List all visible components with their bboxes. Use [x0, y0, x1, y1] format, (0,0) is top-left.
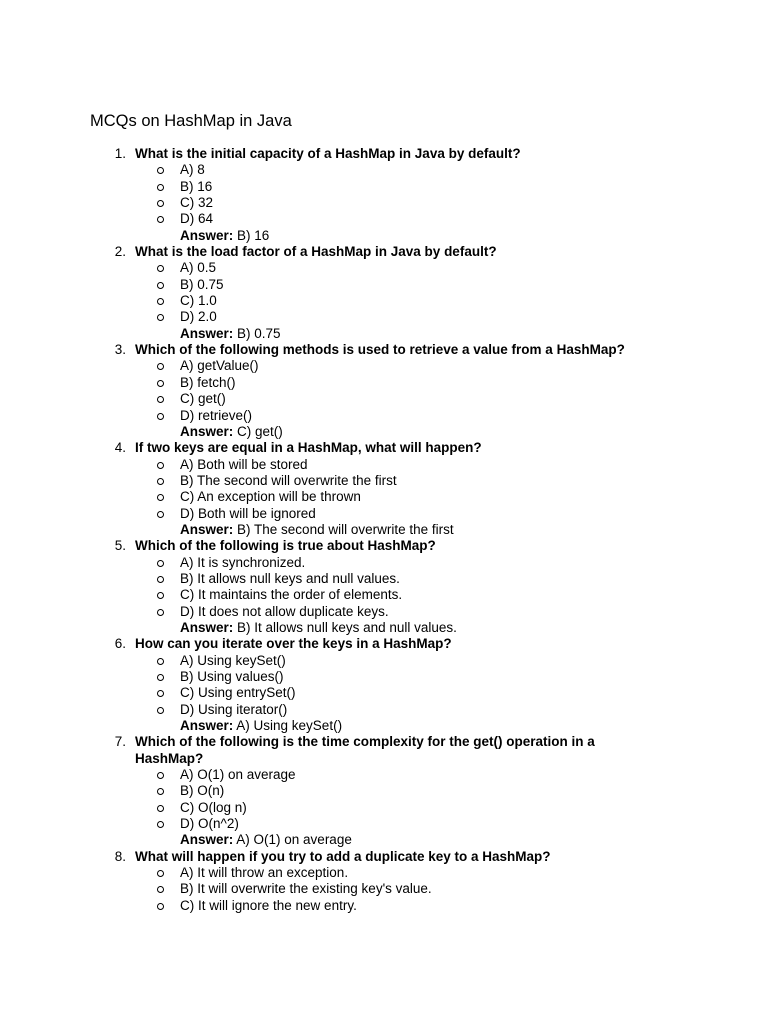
question-text: Which of the following is the time complexity for the get() operation in a HashMap? [135, 734, 595, 766]
hollow-circle-bullet-icon [157, 560, 164, 567]
option-text: D) 2.0 [180, 309, 217, 325]
answer-label: Answer: [180, 423, 234, 439]
option-text: A) getValue() [180, 358, 259, 374]
option-item [0, 162, 768, 178]
answer-label: Answer: [180, 832, 234, 848]
hollow-circle-bullet-icon [157, 396, 164, 403]
question-item [0, 146, 768, 244]
option-text: B) 0.75 [180, 276, 224, 292]
hollow-circle-bullet-icon [157, 298, 164, 305]
option-item [0, 309, 768, 325]
hollow-circle-bullet-icon [157, 788, 164, 795]
question-text: Which of the following is true about HashMap? [135, 538, 436, 554]
hollow-circle-bullet-icon [157, 903, 164, 910]
question-list [0, 146, 768, 914]
question-text: How can you iterate over the keys in a HashMap? [135, 636, 452, 652]
option-text: C) It will ignore the new entry. [180, 897, 357, 913]
option-text: B) The second will overwrite the first [180, 472, 397, 488]
question-number: 7. [114, 734, 126, 750]
hollow-circle-bullet-icon [157, 511, 164, 518]
hollow-circle-bullet-icon [157, 282, 164, 289]
hollow-circle-bullet-icon [157, 184, 164, 191]
option-text: C) An exception will be thrown [180, 489, 361, 505]
question-number: 6. [114, 636, 126, 652]
option-item [0, 604, 768, 620]
option-list [0, 555, 768, 620]
option-list [0, 653, 768, 718]
hollow-circle-bullet-icon [157, 886, 164, 893]
option-item [0, 685, 768, 701]
option-item [0, 358, 768, 374]
hollow-circle-bullet-icon [157, 413, 164, 420]
option-text: D) 64 [180, 211, 214, 227]
option-item [0, 898, 768, 914]
option-item [0, 571, 768, 587]
hollow-circle-bullet-icon [157, 690, 164, 697]
question-number: 5. [114, 538, 126, 554]
answer-label: Answer: [180, 325, 234, 341]
hollow-circle-bullet-icon [157, 380, 164, 387]
question-item [0, 342, 768, 440]
option-item [0, 408, 768, 424]
hollow-circle-bullet-icon [157, 363, 164, 370]
option-text: C) Using entrySet() [180, 685, 296, 701]
answer-line [180, 522, 768, 538]
option-item [0, 587, 768, 603]
question-item [0, 636, 768, 734]
option-item [0, 489, 768, 505]
answer-value: A) Using keySet() [236, 718, 343, 734]
option-item [0, 881, 768, 897]
option-item [0, 783, 768, 799]
option-item [0, 506, 768, 522]
option-list [0, 162, 768, 227]
answer-value: B) 16 [237, 227, 270, 243]
answer-line [180, 326, 768, 342]
hollow-circle-bullet-icon [157, 576, 164, 583]
hollow-circle-bullet-icon [157, 265, 164, 272]
hollow-circle-bullet-icon [157, 462, 164, 469]
hollow-circle-bullet-icon [157, 216, 164, 223]
question-text: What is the load factor of a HashMap in Java by default? [135, 244, 497, 260]
option-text: C) It maintains the order of elements. [180, 587, 403, 603]
option-item [0, 391, 768, 407]
question-item [0, 538, 768, 636]
option-text: C) 32 [180, 195, 214, 211]
answer-label: Answer: [180, 718, 234, 734]
option-list [0, 358, 768, 423]
question-item [0, 244, 768, 342]
option-item [0, 375, 768, 391]
option-item [0, 179, 768, 195]
question-item [0, 849, 768, 914]
option-text: A) Using keySet() [180, 652, 286, 668]
option-item [0, 816, 768, 832]
hollow-circle-bullet-icon [157, 200, 164, 207]
option-text: A) 0.5 [180, 260, 217, 276]
hollow-circle-bullet-icon [157, 674, 164, 681]
option-text: D) Both will be ignored [180, 505, 316, 521]
option-text: D) Using iterator() [180, 701, 288, 717]
hollow-circle-bullet-icon [157, 870, 164, 877]
document-title: MCQs on HashMap in Java [90, 112, 292, 130]
option-text: B) Using values() [180, 669, 284, 684]
option-list [0, 260, 768, 325]
answer-label: Answer: [180, 521, 234, 537]
question-number: 1. [114, 146, 126, 161]
option-text: A) It is synchronized. [180, 554, 306, 570]
option-item [0, 457, 768, 473]
hollow-circle-bullet-icon [157, 314, 164, 321]
option-text: D) retrieve() [180, 407, 253, 423]
option-item [0, 865, 768, 881]
option-item [0, 473, 768, 489]
option-text: A) O(1) on average [180, 767, 296, 783]
option-list [0, 865, 768, 914]
option-text: C) 1.0 [180, 293, 217, 309]
question-text: Which of the following methods is used to retrieve a value from a HashMap? [135, 342, 625, 358]
answer-value: B) 0.75 [237, 325, 281, 341]
question-number: 4. [114, 440, 126, 456]
option-text: B) It will overwrite the existing key's value. [180, 881, 432, 897]
option-item [0, 800, 768, 816]
hollow-circle-bullet-icon [157, 772, 164, 779]
option-text: C) get() [180, 391, 226, 407]
answer-value: B) The second will overwrite the first [237, 521, 454, 537]
option-item [0, 260, 768, 276]
answer-line [180, 620, 768, 636]
option-text: C) O(log n) [180, 799, 247, 815]
answer-value: C) get() [237, 423, 283, 439]
question-text: What is the initial capacity of a HashMap in Java by default? [135, 146, 521, 161]
question-number: 2. [114, 244, 126, 260]
option-text: A) It will throw an exception. [180, 865, 349, 881]
hollow-circle-bullet-icon [157, 707, 164, 714]
option-item [0, 195, 768, 211]
option-text: A) Both will be stored [180, 456, 308, 472]
option-text: A) 8 [180, 162, 205, 178]
hollow-circle-bullet-icon [157, 167, 164, 174]
hollow-circle-bullet-icon [157, 805, 164, 812]
answer-value: B) It allows null keys and null values. [237, 619, 457, 635]
question-text: If two keys are equal in a HashMap, what will happen? [135, 440, 482, 456]
answer-label: Answer: [180, 619, 234, 635]
hollow-circle-bullet-icon [157, 658, 164, 665]
option-item [0, 277, 768, 293]
hollow-circle-bullet-icon [157, 494, 164, 501]
option-text: B) O(n) [180, 783, 225, 799]
question-item [0, 440, 768, 538]
option-item [0, 211, 768, 227]
option-text: D) It does not allow duplicate keys. [180, 603, 389, 619]
option-list [0, 767, 768, 832]
answer-label: Answer: [180, 227, 234, 243]
hollow-circle-bullet-icon [157, 592, 164, 599]
answer-line [180, 424, 768, 440]
option-item [0, 555, 768, 571]
hollow-circle-bullet-icon [157, 821, 164, 828]
question-number: 8. [114, 848, 126, 864]
answer-value: A) O(1) on average [236, 832, 352, 848]
option-item [0, 293, 768, 309]
option-item [0, 767, 768, 783]
option-text: D) O(n^2) [180, 816, 239, 832]
hollow-circle-bullet-icon [157, 478, 164, 485]
option-item [0, 653, 768, 669]
option-item [0, 702, 768, 718]
option-text: B) 16 [180, 178, 213, 194]
hollow-circle-bullet-icon [157, 609, 164, 616]
question-number: 3. [114, 342, 126, 358]
option-item [0, 669, 768, 685]
answer-line [180, 832, 768, 848]
option-text: B) fetch() [180, 374, 236, 390]
question-text: What will happen if you try to add a duplicate key to a HashMap? [135, 848, 551, 864]
option-text: B) It allows null keys and null values. [180, 570, 400, 586]
question-item [0, 734, 768, 848]
answer-line [180, 228, 768, 244]
answer-line [180, 718, 768, 734]
option-list [0, 457, 768, 522]
